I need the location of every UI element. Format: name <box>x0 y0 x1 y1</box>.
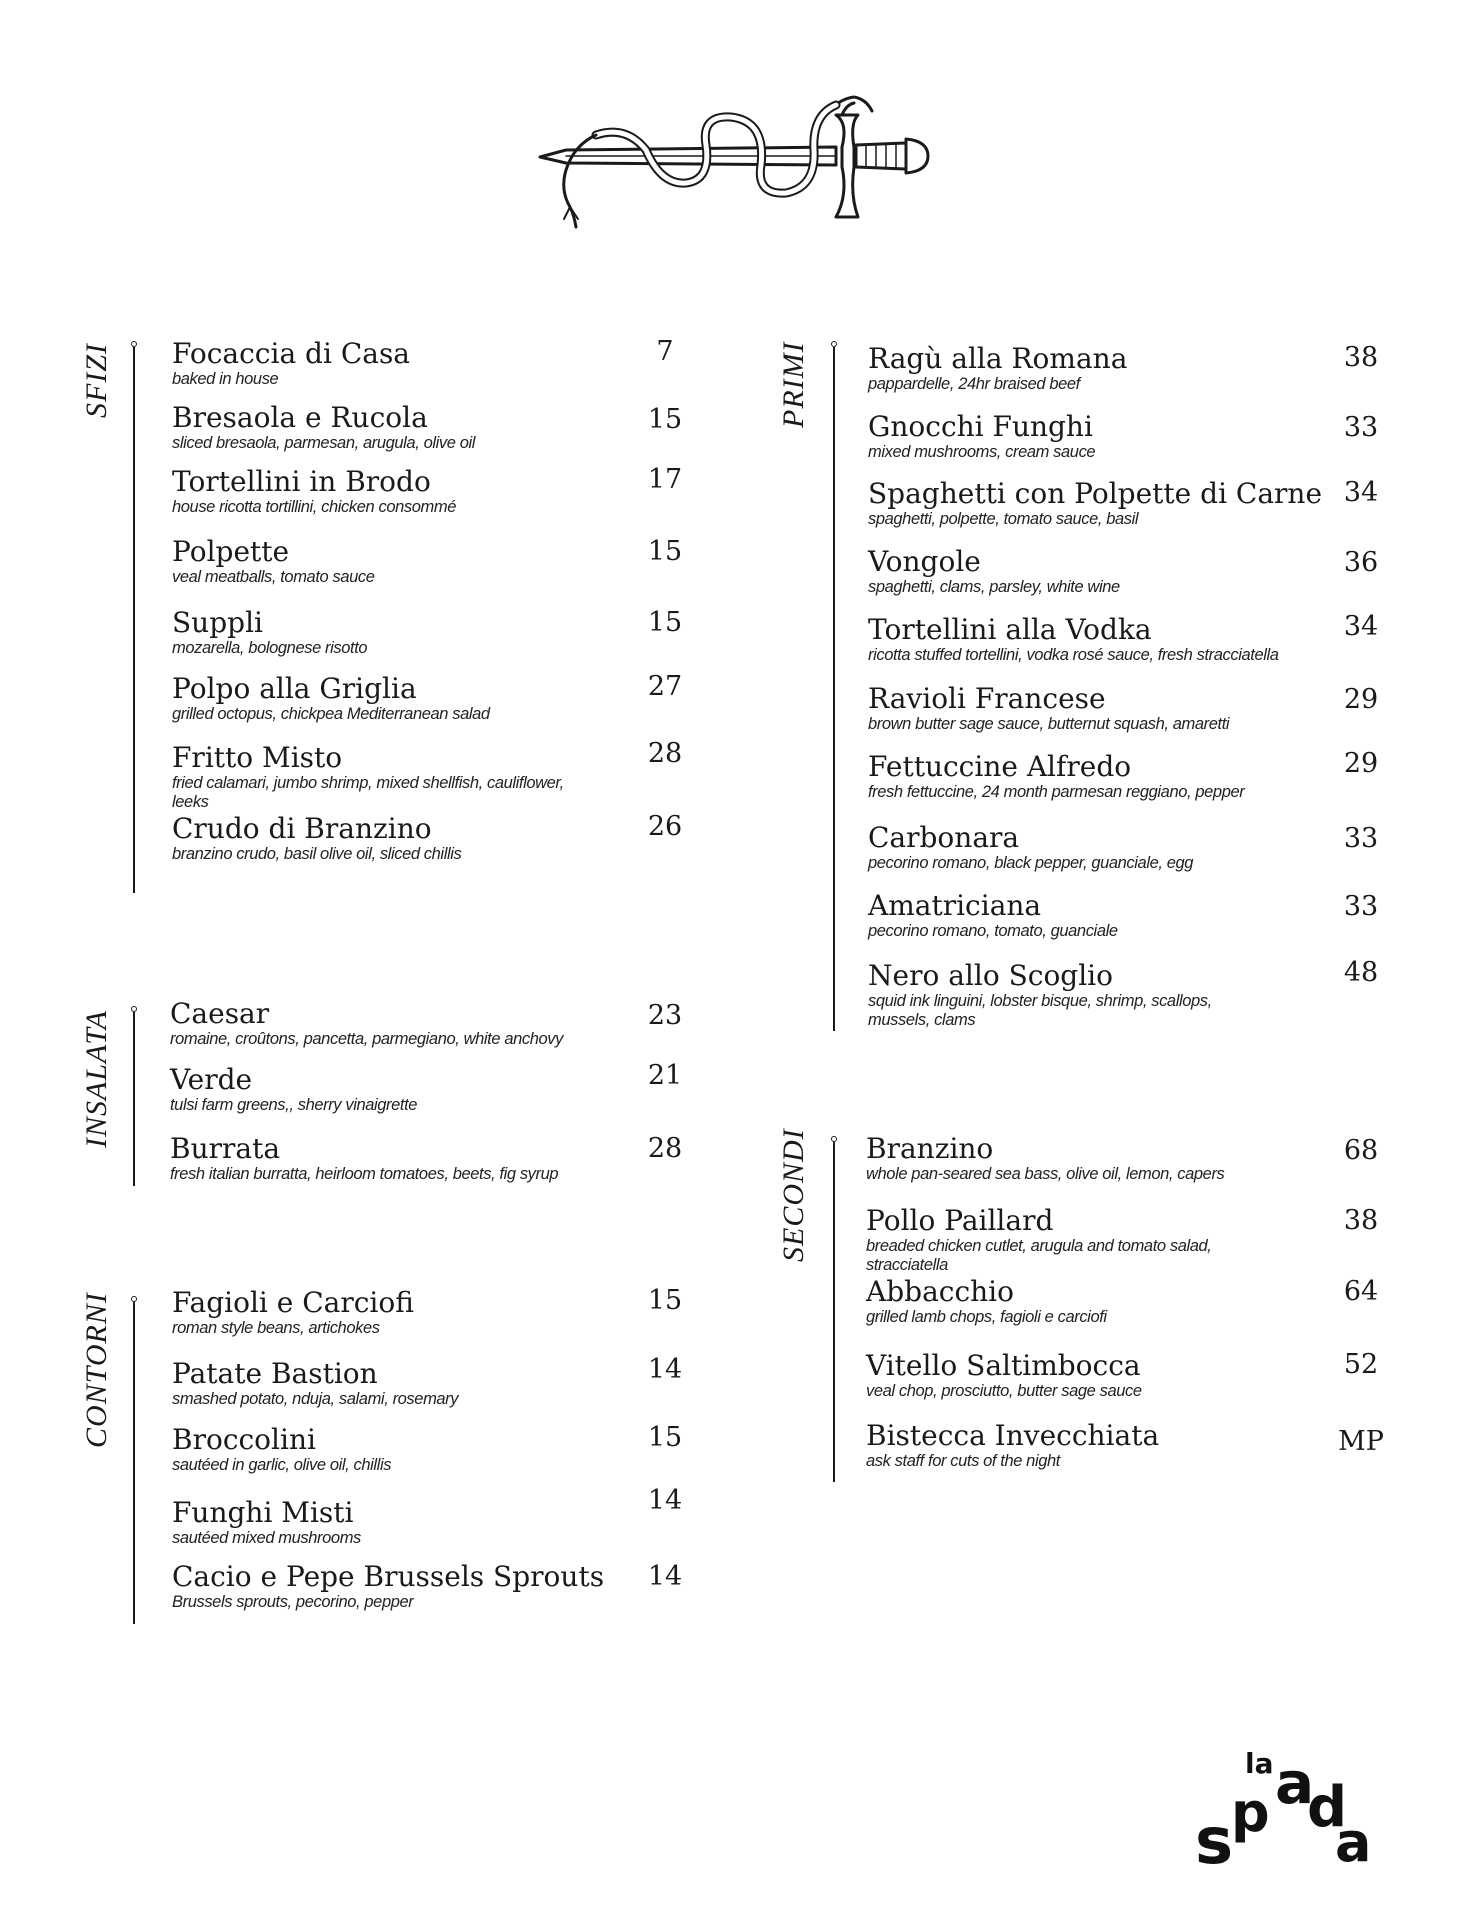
menu-item-name: Ragù alla Romana <box>868 342 1128 375</box>
menu-item-description: whole pan-seared sea bass, olive oil, lemon, capers <box>866 1165 1225 1183</box>
menu-item-description: fried calamari, jumbo shrimp, mixed shellfish, cauliflower, leeks <box>172 774 564 811</box>
menu-item-price: 15 <box>647 1285 683 1316</box>
menu-item <box>866 1350 1286 1401</box>
menu-item-description: roman style beans, artichokes <box>172 1319 380 1337</box>
menu-item <box>868 683 1286 734</box>
menu-item-description: veal meatballs, tomato sauce <box>172 568 375 586</box>
menu-item <box>866 1276 1286 1327</box>
menu-item <box>172 402 590 453</box>
menu-item-name: Tortellini in Brodo <box>172 465 431 498</box>
menu-item-name: Crudo di Branzino <box>172 812 432 845</box>
menu-item <box>172 1424 590 1475</box>
section-title-insalata: INSALATA <box>80 1009 113 1148</box>
menu-item-price: 68 <box>1343 1135 1379 1166</box>
menu-item <box>866 1205 1286 1275</box>
menu-item-price: 38 <box>1343 1205 1379 1236</box>
menu-item-price: 36 <box>1343 547 1379 578</box>
section-line <box>833 347 835 1031</box>
menu-item-description: sautéed mixed mushrooms <box>172 1529 361 1547</box>
menu-item <box>170 1133 590 1184</box>
section-title-contorni: CONTORNI <box>80 1292 113 1448</box>
menu-item-description: sliced bresaola, parmesan, arugula, olive oil <box>172 434 476 452</box>
menu-item-price: 15 <box>647 1422 683 1453</box>
logo-letter: la <box>1245 1747 1274 1780</box>
logo-letter: p <box>1231 1781 1270 1844</box>
menu-item-name: Ravioli Francese <box>868 682 1106 715</box>
menu-item <box>172 673 590 724</box>
menu-item-description: mozarella, bolognese risotto <box>172 639 368 657</box>
la-spada-logo <box>1195 1740 1375 1880</box>
menu-item <box>868 614 1286 665</box>
menu-item-description: tulsi farm greens,, sherry vinaigrette <box>170 1096 418 1114</box>
section-line <box>133 347 135 893</box>
menu-item-price: 33 <box>1343 891 1379 922</box>
menu-item-price: 29 <box>1343 748 1379 779</box>
menu-item-price: 14 <box>647 1354 683 1385</box>
menu-item <box>868 477 1323 529</box>
section-title-secondi: SECONDI <box>777 1128 810 1262</box>
menu-item-name: Polpette <box>172 535 290 568</box>
menu-item-price: 15 <box>647 607 683 638</box>
menu-item-name: Fagioli e Carciofi <box>172 1286 414 1319</box>
menu-item-description: Brussels sprouts, pecorino, pepper <box>172 1593 414 1611</box>
menu-item-name: Funghi Misti <box>172 1496 354 1529</box>
menu-item-description: house ricotta tortillini, chicken consommé <box>172 498 456 516</box>
menu-item-name: Patate Bastion <box>172 1357 378 1390</box>
menu-item-price: 7 <box>656 336 674 367</box>
menu-item-price: 15 <box>647 536 683 567</box>
logo-letter: s <box>1195 1805 1234 1879</box>
menu-item-name: Spaghetti con Polpette di Carne <box>868 477 1323 510</box>
menu-item-description: ask staff for cuts of the night <box>866 1452 1060 1470</box>
menu-item-price: 15 <box>647 404 683 435</box>
menu-item-description: grilled octopus, chickpea Mediterranean salad <box>172 705 490 723</box>
menu-item-name: Polpo alla Griglia <box>172 672 417 705</box>
menu-item <box>866 1133 1286 1184</box>
section-line <box>133 1302 135 1624</box>
menu-item <box>172 338 590 389</box>
menu-item-description: pecorino romano, tomato, guanciale <box>868 922 1118 940</box>
section-line <box>833 1142 835 1482</box>
menu-item <box>172 1358 590 1409</box>
menu-item-price: 17 <box>647 464 683 495</box>
menu-item-name: Vongole <box>868 545 981 578</box>
logo-letter: a <box>1335 1811 1372 1874</box>
menu-item-name: Nero allo Scoglio <box>868 959 1113 992</box>
menu-item-price: 29 <box>1343 684 1379 715</box>
menu-item-name: Cacio e Pepe Brussels Sprouts <box>172 1560 605 1593</box>
menu-item-description: squid ink linguini, lobster bisque, shrimp, scallops, mussels, clams <box>868 992 1212 1029</box>
menu-item-price: 48 <box>1343 957 1379 988</box>
menu-item-price: 33 <box>1343 412 1379 443</box>
menu-item <box>170 998 590 1049</box>
menu-item-name: Burrata <box>170 1132 281 1165</box>
menu-item-description: veal chop, prosciutto, butter sage sauce <box>866 1382 1142 1400</box>
menu-item-price: 23 <box>647 1000 683 1031</box>
menu-item-description: fresh fettuccine, 24 month parmesan reggiano, pepper <box>868 783 1245 801</box>
menu-item-name: Verde <box>170 1063 253 1096</box>
menu-item <box>868 751 1286 802</box>
menu-item-name: Bresaola e Rucola <box>172 401 428 434</box>
menu-item-name: Pollo Paillard <box>866 1204 1054 1237</box>
menu-item <box>866 1420 1286 1471</box>
menu-item-price: 28 <box>647 738 683 769</box>
menu-item-price: 21 <box>647 1060 683 1091</box>
menu-item-name: Fettuccine Alfredo <box>868 750 1132 783</box>
menu-item-name: Branzino <box>866 1132 994 1165</box>
logo-letter: d <box>1307 1775 1348 1840</box>
menu-item-description: smashed potato, nduja, salami, rosemary <box>172 1390 459 1408</box>
menu-item <box>172 1287 590 1338</box>
menu-item <box>172 1560 605 1612</box>
menu-item-price: 14 <box>647 1561 683 1592</box>
menu-item-price: 34 <box>1343 611 1379 642</box>
menu-item <box>868 411 1286 462</box>
menu-item-price: 33 <box>1343 823 1379 854</box>
menu-item-name: Amatriciana <box>868 889 1042 922</box>
menu-item <box>868 890 1286 941</box>
menu-item-price: 28 <box>647 1133 683 1164</box>
menu-item-description: baked in house <box>172 370 279 388</box>
menu-item-description: pappardelle, 24hr braised beef <box>868 375 1080 393</box>
section-title-sfizi: SFIZI <box>80 343 113 418</box>
menu-item-description: sautéed in garlic, olive oil, chillis <box>172 1456 392 1474</box>
menu-item <box>172 742 590 812</box>
menu-item-name: Bistecca Invecchiata <box>866 1419 1160 1452</box>
menu-item-name: Broccolini <box>172 1423 316 1456</box>
section-line <box>133 1012 135 1186</box>
menu-item <box>172 466 590 517</box>
menu-item-description: ricotta stuffed tortellini, vodka rosé sauce, fresh stracciatella <box>868 646 1279 664</box>
menu-item-price: 14 <box>647 1485 683 1516</box>
menu-item <box>172 607 590 658</box>
menu-item-name: Abbacchio <box>866 1275 1014 1308</box>
menu-item-name: Focaccia di Casa <box>172 337 410 370</box>
menu-item-name: Gnocchi Funghi <box>868 410 1093 443</box>
menu-item-price: MP <box>1338 1426 1384 1457</box>
menu-item <box>868 822 1286 873</box>
menu-item-price: 64 <box>1343 1276 1379 1307</box>
menu-item-name: Caesar <box>170 997 270 1030</box>
menu-item-description: grilled lamb chops, fagioli e carciofi <box>866 1308 1107 1326</box>
menu-item-description: pecorino romano, black pepper, guanciale, egg <box>868 854 1194 872</box>
menu-item-price: 34 <box>1343 477 1379 508</box>
menu-item-description: branzino crudo, basil olive oil, sliced chillis <box>172 845 462 863</box>
menu-item-description: romaine, croûtons, pancetta, parmegiano, white anchovy <box>170 1030 563 1048</box>
menu-item-description: breaded chicken cutlet, arugula and tomato salad, stracciatella <box>866 1237 1212 1274</box>
menu-item <box>172 813 590 864</box>
section-title-primi: PRIMI <box>777 341 810 428</box>
menu-item <box>170 1064 590 1115</box>
menu-item <box>868 960 1286 1030</box>
menu-item-description: mixed mushrooms, cream sauce <box>868 443 1096 461</box>
menu-item-description: fresh italian burratta, heirloom tomatoes, beets, fig syrup <box>170 1165 559 1183</box>
menu-item-description: spaghetti, clams, parsley, white wine <box>868 578 1120 596</box>
menu-item-name: Carbonara <box>868 821 1020 854</box>
sword-and-serpent-icon <box>536 95 956 245</box>
menu-item-name: Suppli <box>172 606 263 639</box>
menu-item-price: 27 <box>647 671 683 702</box>
menu-item-name: Vitello Saltimbocca <box>866 1349 1141 1382</box>
menu-item-price: 52 <box>1343 1349 1379 1380</box>
menu-item-description: spaghetti, polpette, tomato sauce, basil <box>868 510 1139 528</box>
menu-item <box>868 546 1286 597</box>
menu-item-description: brown butter sage sauce, butternut squash, amaretti <box>868 715 1230 733</box>
menu-item <box>172 1497 590 1548</box>
menu-item-name: Tortellini alla Vodka <box>868 613 1152 646</box>
logo-letter: a <box>1275 1749 1315 1817</box>
menu-item <box>172 536 590 587</box>
menu-item <box>868 343 1286 394</box>
menu-item-price: 38 <box>1343 342 1379 373</box>
menu-item-price: 26 <box>647 811 683 842</box>
menu-item-name: Fritto Misto <box>172 741 343 774</box>
